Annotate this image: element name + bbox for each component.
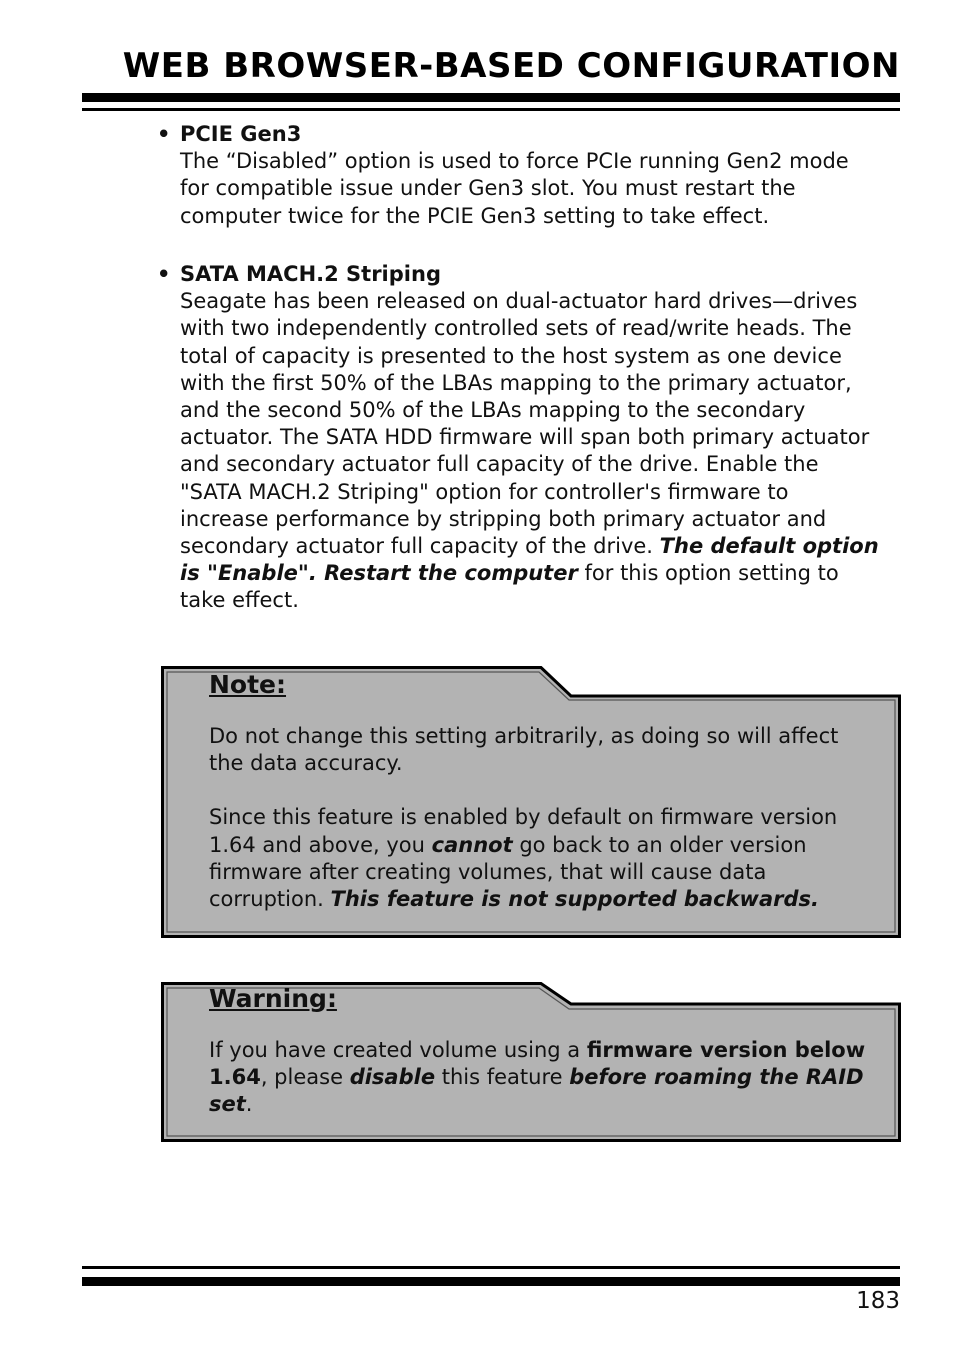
note-emphasis: cannot [431, 832, 513, 857]
note-text: Since this feature is enabled by default on firmware version 1.64 and above, you [209, 805, 838, 857]
warning-strong: firmware version below 1.64 [209, 1038, 866, 1090]
header-rule-thick [82, 93, 900, 102]
item-body-tail: for this option setting to take effect. [180, 561, 839, 613]
note-title: Note: [209, 670, 287, 699]
warning-emphasis: disable [349, 1065, 436, 1090]
warning-emphasis: before roaming the RAID set [209, 1065, 864, 1117]
note-paragraph: Do not change this setting arbitrarily, as doing so will affect the data accuracy. [209, 724, 839, 776]
warning-text: , please [260, 1065, 343, 1090]
warning-box [161, 982, 901, 1142]
footer-rule-thick [82, 1277, 900, 1286]
list-item [157, 261, 880, 615]
note-body [209, 723, 879, 913]
note-paragraph [209, 804, 879, 913]
warning-body [209, 1037, 889, 1119]
bullet: • [157, 122, 171, 146]
header-rule-thin [82, 108, 900, 111]
item-body [180, 288, 880, 614]
warning-text: If you have created volume using a [209, 1038, 581, 1062]
note-box [161, 666, 901, 938]
note-emphasis: This feature is not supported backwards. [330, 887, 819, 912]
note-text: go back to an older version firmware after creating volumes, that will cause data corruption. [209, 832, 807, 912]
item-heading: SATA MACH.2 Striping [180, 262, 441, 286]
warning-text: this feature [441, 1065, 563, 1090]
page-title: WEB BROWSER-BASED CONFIGURATION [122, 46, 900, 86]
list-item [157, 121, 880, 230]
item-emphasis: The default option is "Enable". Restart the computer [180, 534, 879, 586]
footer-rule-thin [82, 1266, 900, 1269]
warning-paragraph [209, 1037, 889, 1119]
page-number: 183 [856, 1288, 900, 1314]
item-body-text: Seagate has been released on dual-actuator hard drives—drives with two independently controlled sets of read/write heads. The total of capacity is presented to the host system as one device with the first 50% of the LBAs mapping to the primary actuator, and the second 50% of the LBAs mapping to the secondary actuator. The SATA HDD firmware will span both primary actuator and secondary actuator full capacity of the drive. Enable the "SATA MACH.2 Striping" option for controller's firmware to increase performance by stripping both primary actuator and secondary actuator full capacity of the drive. [180, 289, 870, 559]
item-heading: PCIE Gen3 [180, 122, 302, 146]
item-body: The “Disabled” option is used to force PCIe running Gen2 mode for compatible issue under Gen3 slot. You must restart the computer twice for the PCIE Gen3 setting to take effect. [180, 149, 849, 228]
warning-text: . [245, 1092, 253, 1117]
bullet: • [157, 262, 171, 286]
warning-title: Warning: [209, 984, 337, 1013]
